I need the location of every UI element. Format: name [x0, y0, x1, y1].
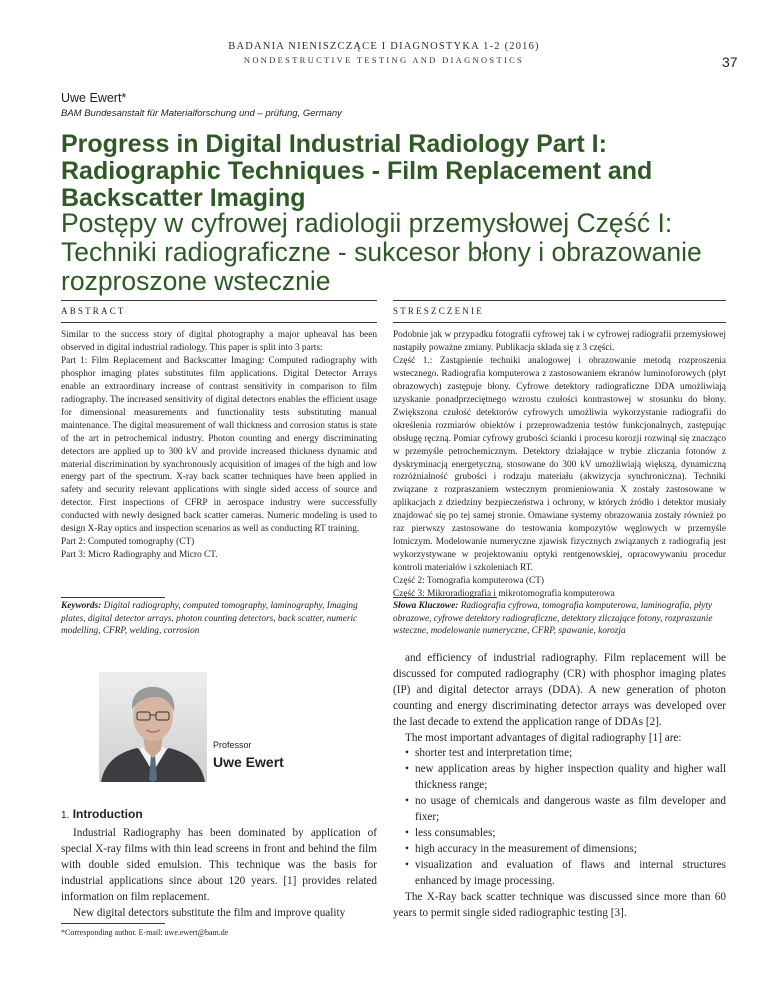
abstract-heading: ABSTRACT	[61, 306, 126, 316]
portrait-title-label: Professor	[213, 740, 252, 750]
section-rule-right-2	[393, 322, 726, 323]
journal-subtitle: NONDESTRUCTIVE TESTING AND DIAGNOSTICS	[243, 55, 525, 65]
keywords-rule-right	[393, 597, 497, 598]
bullet-icon: •	[405, 826, 409, 839]
section-rule-left	[61, 300, 377, 301]
keywords-pl-label: Słowa Kluczowe:	[393, 601, 459, 611]
title-polish: Postępy w cyfrowej radiologii przemysłowej Część I: Techniki radiograficzne - sukcesor błony i obrazowanie rozproszone wstecznie	[61, 208, 702, 296]
portrait-name: Uwe Ewert	[213, 754, 284, 770]
introduction-number: 1.	[61, 810, 70, 821]
bullet-icon: •	[405, 763, 409, 776]
keywords-pl-list: Radiografia cyfrowa, tomografia komputerowa, laminografia, płyty obrazowe, cyfrowe detektory radiograficzne, detektory zliczające fotony, rozpraszanie wsteczne, modelowanie numeryczne, CFRP, spawanie, korozja	[393, 601, 713, 636]
footnote: *Corresponding author. E-mail: uwe.ewert@bam.de	[61, 928, 229, 937]
streszczenie-text: Podobnie jak w przypadku fotografii cyfrowej tak i w cyfrowej radiografii przemysłowej nastąpiły poważne zmiany. Publikacja składa się z 3 części. Część 1.: Zastąpienie techniki analogowej i obrazowanie metodą rozproszenia wstecznego. Radiografia komputerowa z zastosowaniem ekranów luminoforowych (płyt obrazowych) zastępuje błony. Cyfrowe detektory radiograficzne DDA umożliwiają uzyskanie ponadprzeciętnego wzrostu czułości kontrastowej w stosunku do błony. Zwiększona czułość detektorów cyfrowych umożliwia wykorzystanie radiografii do określenia rozmiarów obiektów i przeprowadzenia testów funkcjonalnych, zastępując obsługę ręczną. Pomiar cyfrowy grubości ścianki i procesu korozji rozwinął się znacząco w przemyśle petrochemicznym. Detektory działające w trybie zliczania fotonów z dyskryminacją energetyczną, stosowane do 300 kV umożliwiają większą, dynamiczną rozróżnialność grubości i rodzaju materiału (akwizycja synchroniczna). Techniki związane z rozpraszaniem wstecznym promieniowania X zostały zastosowane w aplikacjach z dziedziny bezpieczeństwa i ochrony, w których źródło i detektor musiały znajdować się po tej samej stronie. Omawiane systemy obrazowania zostały również po raz pierwszy zastosowane do testowania kompozytów węglowych w przemyśle lotniczym. Modelowanie numeryczne zjawisk fizycznych związanych z radiografią jest wykorzystywane w projektowaniu optyki rentgenowskiej, opracowywaniu procedur kontroli materiałów i szkoleniach RT. Część 2: Tomografia komputerowa (CT) Część 3: Mikroradiografia i mikrotomografia komputerowa	[393, 330, 726, 600]
bullet-icon: •	[405, 842, 409, 855]
abstract-text: Similar to the success story of digital photography a major upheaval has been observed in digital industrial radiology. This paper is split into 3 parts: Part 1: Film Replacement and Backscatter Imaging: Computed radiography with phosphor imaging plates substitutes film applications. Digital Detector Arrays enable an extraordinary increase of contrast sensitivity in comparison to film radiography. The increased sensitivity of digital detectors enables the efficient usage for dimensional measurements and functionality tests substituting manual maintenance. The digital measurement of wall thickness and corrosion status is state of the art in petrochemical industry. Photon counting and energy discriminating detectors are applied up to 300 kV and provide increased thickness dynamic and material discrimination by synchronously acquisition of images of the high and low energy part of the spectrum. X-ray back scatter techniques have been applied in safety and security relevant applications with single sided access of source and detector. First inspections of CFRP in aerospace industry were successfully conducted with newly designed back scatter cameras. Numeric modeling is used to design X-Ray optics and inspection scenarios as well as conducting RT training. Part 2: Computed tomography (CT) Part 3: Micro Radiography and Micro CT.	[61, 330, 377, 561]
introduction-heading	[61, 807, 143, 821]
list-item: • high accuracy in the measurement of dimensions;	[393, 842, 726, 858]
right-paragraph-2: The most important advantages of digital radiography [1] are:	[405, 731, 682, 744]
right-paragraph-3: The X-Ray back scatter technique was discussed since more than 60 years to permit single sided radiographic testing [3].	[393, 890, 726, 919]
keywords-en	[61, 600, 373, 638]
advantages-list	[393, 746, 726, 889]
introduction-body	[61, 826, 377, 921]
author-photo	[99, 672, 207, 782]
right-paragraph-1: and efficiency of industrial radiography. Film replacement will be discussed for computed radiography (CR) with phosphor imaging plates (IP) and digital detector arrays (DDA). A new generation of photon counting and energy discriminating detector arrays was developed over the last decade to extend the application range of DDAs [2].	[393, 652, 726, 728]
list-item: • no usage of chemicals and dangerous waste as film developer and fixer;	[405, 795, 726, 824]
author-name: Uwe Ewert*	[61, 91, 127, 105]
journal-title: BADANIA NIENISZCZĄCE I DIAGNOSTYKA 1-2 (2016)	[228, 41, 540, 52]
list-item: • shorter test and interpretation time;	[393, 746, 726, 762]
section-rule-left-2	[61, 322, 377, 323]
bullet-icon: •	[405, 858, 409, 871]
section-rule-right	[393, 300, 726, 301]
portrait-image	[99, 672, 207, 782]
introduction-title: Introduction	[72, 807, 143, 821]
keywords-label: Keywords:	[61, 601, 102, 611]
list-item: • less consumables;	[393, 826, 726, 842]
right-column-body	[393, 651, 726, 921]
streszczenie-heading: STRESZCZENIE	[393, 306, 484, 316]
footnote-rule	[61, 923, 165, 924]
affiliation: BAM Bundesanstalt für Materialforschung und – prüfung, Germany	[61, 108, 342, 119]
list-item: • visualization and evaluation of flaws and internal structures enhanced by image processing.	[405, 858, 726, 887]
list-item: • new application areas by higher inspection quality and higher wall thickness range;	[405, 763, 726, 792]
introduction-paragraph-1: Industrial Radiography has been dominated by application of special X-ray films with thin lead screens in front and behind the film with double sided emulsion. This technique was the basis for industrial applications since about 120 years. [1] provides related information on film replacement.	[61, 827, 377, 903]
keywords-rule-left	[61, 597, 165, 598]
keywords-pl	[393, 600, 726, 638]
introduction-paragraph-2: New digital detectors substitute the film and improve quality	[73, 906, 346, 919]
bullet-icon: •	[405, 747, 409, 760]
page-number: 37	[722, 54, 738, 70]
bullet-icon: •	[405, 795, 409, 808]
keywords-list: Digital radiography, computed tomography, laminography, Imaging plates, digital detector arrays, photon counting detectors, back scatter, numeric modelling, CFRP, welding, corrosion	[61, 601, 358, 636]
title-english: Progress in Digital Industrial Radiology Part I: Radiographic Techniques - Film Replacement and Backscatter Imaging	[61, 130, 653, 212]
